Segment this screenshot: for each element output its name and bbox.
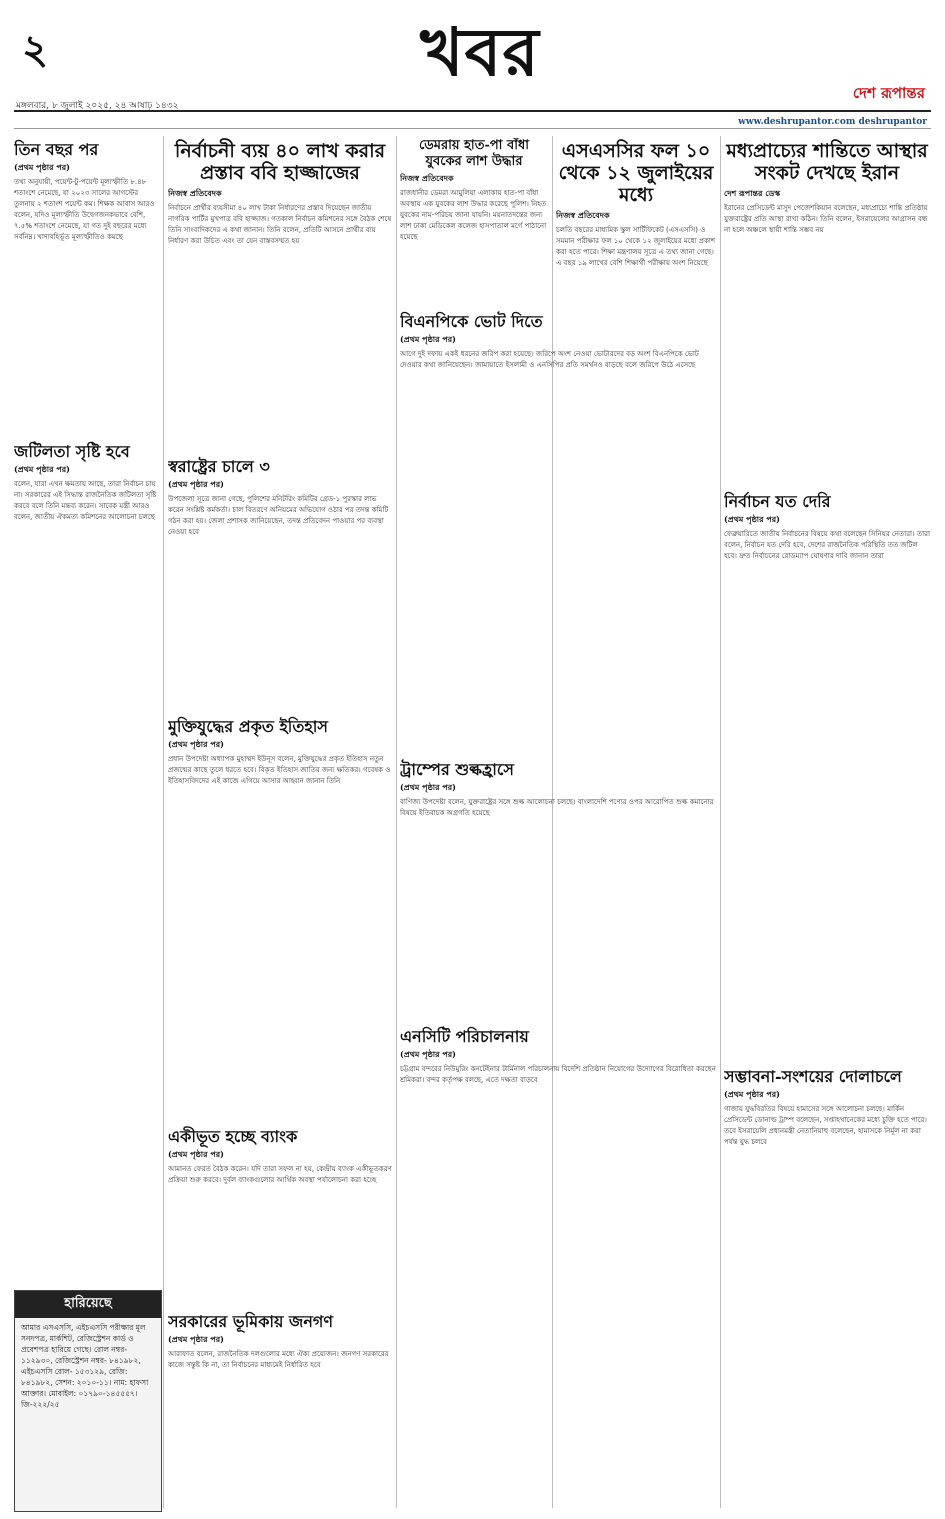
story-headline: একীভূত হচ্ছে ব্যাংক [168, 1127, 298, 1146]
story-kicker: (প্রথম পৃষ্ঠার পর) [168, 1149, 224, 1159]
story-headline: ট্রাম্পের শুল্কহ্রাসে [400, 760, 514, 779]
story-byline: নিজস্ব প্রতিবেদক [400, 173, 454, 183]
story-jotilota [14, 440, 160, 1280]
masthead [0, 0, 945, 102]
story-body: নির্বাচনে প্রার্থীর ব্যয়সীমা ৪০ লাখ টাকা নির্ধারণের প্রস্তাব দিয়েছেন জাতীয় নাগরিক পার্টির মুখপাত্র ববি হাজ্জাজ। গতকাল নির্বাচন কমিশনের সঙ্গে বৈঠক শেষে তিনি সাংবাদিকদের এ কথা জানান। তিনি বলেন, প্রতিটি আসনে প্রার্থীর ব্যয় নির্ধারণ করা উচিত এবং তা যেন বাস্তবসম্মত হয় [168, 204, 392, 245]
story-bnp-vote [400, 310, 716, 750]
story-trump-shulko [400, 758, 716, 1018]
story-body: চলতি বছরের মাধ্যমিক স্কুল সার্টিফিকেট (এসএসসি) ও সমমান পরীক্ষার ফল ১০ থেকে ১২ জুলাইয়ের মধ্যে প্রকাশ করা হতে পারে। শিক্ষা মন্ত্রণালয় সূত্রে এ তথ্য জানা গেছে। এ বছর ১৯ লাখের বেশি শিক্ষার্থী পরীক্ষায় অংশ নিয়েছে [556, 226, 716, 267]
story-kicker: (প্রথম পৃষ্ঠার পর) [724, 514, 780, 524]
story-body: বলেন, যারা এখন ক্ষমতায় আছে, তারা নির্বাচন চায় না। সরকারের এই সিদ্ধান্ত রাজনৈতিক জটিলতা সৃষ্টি করবে বলে তিনি মন্তব্য করেন। সাবেক মন্ত্রী আরও বলেন, জাতীয় ঐকমত্য কমিশনের আলোচনা চলছে [14, 480, 157, 521]
story-kicker: (প্রথম পৃষ্ঠার পর) [400, 782, 456, 792]
story-headline: এনসিটি পরিচালনায় [400, 1027, 529, 1046]
story-headline: বিএনপিকে ভোট দিতে [400, 312, 543, 331]
story-headline: তিন বছর পর [14, 140, 99, 159]
story-body: বাণিজ্য উপদেষ্টা বলেন, যুক্তরাষ্ট্রের সঙ্গে শুল্ক আলোচনা চলছে। বাংলাদেশি পণ্যের ওপর আরোপিত শুল্ক কমানোর বিষয়ে ইতিবাচক অগ্রগতি হয়েছে [400, 798, 714, 817]
story-headline: নির্বাচন যত দেরি [724, 492, 831, 511]
story-nct [400, 1025, 716, 1510]
story-body: রাজধানীর ডেমরা আমুলিয়া এলাকায় হাত-পা বাঁধা অবস্থায় এক যুবকের লাশ উদ্ধার করেছে পুলিশ। নিহত যুবকের নাম-পরিচয় জানা যায়নি। ময়নাতদন্তের জন্য লাশ ঢাকা মেডিকেল কলেজ হাসপাতাল মর্গে পাঠানো হয়েছে [400, 189, 547, 241]
story-ekibhuto-bank [168, 1125, 392, 1305]
story-body: তথ্য অনুযায়ী, পয়েন্ট-টু-পয়েন্ট মূল্যস্ফীতি ৮.৪৮ শতাংশে নেমেছে, যা ২০২৩ সালের আগস্টের তুলনায় ২ শতাংশ পয়েন্ট কম। শিক্ষক আবাস আরও বলেন, যদিও মূল্যস্ফীতি উদ্বেগজনকভাবে বেশি, ৭.৫% শতাংশে নেমেছে, যা গত দুই বছরের মধ্যে সর্বনিম্ন। খাদ্যবহির্ভূত মূল্যস্ফীতিও কমছে [14, 178, 155, 241]
story-body: আগে দুই দফায় একই ধরনের জরিপ করা হয়েছে। জরিপে অংশ নেওয়া ভোটারদের বড় অংশ বিএনপিকে ভোট দেওয়ার কথা জানিয়েছেন। জামায়াতে ইসলামী ও এনসিপির প্রতি সমর্থনও বাড়ছে বলে জরিপে উঠে এসেছে [400, 350, 699, 369]
story-body: গাজায় যুদ্ধবিরতির বিষয়ে হামাসের সঙ্গে আলোচনা চলছে। মার্কিন প্রেসিডেন্ট ডোনাল্ড ট্রাম্প বলেছেন, সপ্তাহখানেকের মধ্যে চুক্তি হতে পারে। তবে ইসরায়েলি প্রধানমন্ত্রী নেতানিয়াহু বলেছেন, হামাসকে নির্মূল না করা পর্যন্ত যুদ্ধ চলবে [724, 1105, 927, 1146]
story-headline: নির্বাচনী ব্যয় ৪০ লাখ করার প্রস্তাব ববি হাজ্জাজের [174, 140, 386, 184]
story-headline: সরকারের ভূমিকায় জনগণ [168, 1312, 334, 1331]
dateline: মঙ্গলবার, ৮ জুলাই ২০২৫, ২৪ আষাঢ় ১৪৩২ [16, 101, 179, 111]
story-headline: সম্ভাবনা-সংশয়ের দোলাচলে [724, 1067, 902, 1086]
story-kicker: (প্রথম পৃষ্ঠার পর) [400, 1049, 456, 1059]
story-kicker: (প্রথম পৃষ্ঠার পর) [724, 1089, 780, 1099]
masthead-rule [14, 110, 931, 112]
page-number: ২ [22, 26, 49, 73]
story-body: আরাফাত বলেন, রাজনৈতিক দলগুলোর মধ্যে ঐক্য প্রয়োজন। জনগণ সরকারের কাজে সন্তুষ্ট কি না, তা নির্বাচনের মাধ্যমেই নির্ধারিত হবে [168, 1350, 389, 1369]
story-byline: নিজস্ব প্রতিবেদক [168, 188, 222, 198]
story-modhyoprachya [724, 138, 930, 488]
story-kicker: (প্রথম পৃষ্ঠার পর) [14, 464, 70, 474]
story-headline: মধ্যপ্রাচ্যের শান্তিতে আস্থার সংকট দেখছে ইরান [726, 140, 928, 184]
story-byline: দেশ রূপান্তর ডেস্ক [724, 188, 781, 198]
classified-body: আমার এসএসসি, এইচএসসি পরীক্ষার মূল সনদপত্র, মার্কশিট, রেজিস্ট্রেশন কার্ড ও প্রবেশপত্র হারিয়ে গেছে। রোল নম্বর- ১১২৯৩০, রেজিস্ট্রেশন নম্বর- ৮৪১৯৮২, এইচএসসি রোল- ১৫৩১২৯, রেজি: ৮৪১৯৮২, সেশন: ২০১০-১১। নাম: হাফসা আক্তার। মোবাইল: ০১৭৯০-১৪৫৫৫৭। জি-২২২/২৫ [21, 1323, 149, 1409]
story-body: প্রধান উপদেষ্টা অধ্যাপক মুহাম্মদ ইউনূস বলেন, মুক্তিযুদ্ধের প্রকৃত ইতিহাস নতুন প্রজন্মের কাছে তুলে ধরতে হবে। বিকৃত ইতিহাস জাতির জন্য ক্ষতিকর। গবেষক ও ইতিহাসবিদদের এই কাজে এগিয়ে আসার আহ্বান জানান তিনি [168, 755, 391, 785]
story-tin-bochor [14, 138, 160, 438]
story-body: ইরানের প্রেসিডেন্ট মাসুদ পেজেশকিয়ান বলেছেন, মধ্যপ্রাচ্যে শান্তি প্রতিষ্ঠায় যুক্তরাষ্ট্রের প্রতি আস্থা রাখা কঠিন। তিনি বলেন, ইসরায়েলের আগ্রাসন বন্ধ না হলে অঞ্চলে স্থায়ী শান্তি সম্ভব নয় [724, 204, 928, 234]
classified-title: হারিয়েছে [15, 1291, 161, 1318]
story-headline: স্বরাষ্ট্রের চালে ৩ [168, 457, 270, 476]
column-divider [163, 136, 164, 1508]
story-kicker: (প্রথম পৃষ্ঠার পর) [14, 162, 70, 172]
website-link[interactable]: www.deshrupantor.com deshrupantor [738, 117, 927, 127]
story-swarashtrer-chale [168, 455, 392, 705]
column-divider [720, 136, 721, 1508]
story-body: ফেব্রুয়ারিতে জাতীয় নির্বাচনের বিষয়ে কথা বলেছেন সিনিয়র নেতারা। তারা বলেন, নির্বাচন যত দেরি হবে, দেশের রাজনৈতিক পরিস্থিতি তত জটিল হবে। দ্রুত নির্বাচনের রোডম্যাপ ঘোষণার দাবি জানান তারা [724, 530, 930, 560]
story-nirbachon-joto-deri [724, 490, 930, 1060]
story-sarkarer-bhumika [168, 1310, 392, 1510]
classified-lost-notice [14, 1290, 162, 1512]
section-title: খবর [420, 13, 540, 91]
story-headline: জটিলতা সৃষ্টি হবে [14, 442, 130, 461]
newspaper-logo: দেশ রূপান্তর [852, 84, 925, 102]
story-headline: ডেমরায় হাত-পা বাঁধা যুবকের লাশ উদ্ধার [418, 138, 530, 169]
story-byline: নিজস্ব প্রতিবেদক [556, 210, 610, 220]
story-nirbachoni-bay [168, 138, 392, 448]
column-divider [396, 136, 397, 1508]
story-sambhabona [724, 1065, 930, 1510]
story-muktijuddho [168, 715, 392, 1115]
story-kicker: (প্রথম পৃষ্ঠার পর) [400, 334, 456, 344]
masthead-rule-thin [14, 128, 931, 129]
story-body: চট্টগ্রাম বন্দরের নিউমুরিং কনটেইনার টার্মিনাল পরিচালনায় বিদেশি প্রতিষ্ঠান নিয়োগের উদ্যোগের বিরোধিতা করছেন শ্রমিকরা। বন্দর কর্তৃপক্ষ বলছে, এতে দক্ষতা বাড়বে [400, 1065, 716, 1084]
story-kicker: (প্রথম পৃষ্ঠার পর) [168, 739, 224, 749]
story-body: উপজেলা সূত্রে জানা গেছে, পুলিশের মনিটরিং কমিটির গ্রেড-১ পুরস্কার লাভ করেন সংশ্লিষ্ট কর্মকর্তা। চাল বিতরণে অনিয়মের অভিযোগ ওঠার পর তদন্ত কমিটি গঠন করা হয়। জেলা প্রশাসক জানিয়েছেন, তদন্ত প্রতিবেদন পাওয়ার পর ব্যবস্থা নেওয়া হবে [168, 495, 389, 536]
story-headline: এসএসসির ফল ১০ থেকে ১২ জুলাইয়ের মধ্যে [558, 140, 714, 206]
story-headline: মুক্তিযুদ্ধের প্রকৃত ইতিহাস [168, 717, 328, 736]
story-body: আমানত ফেরত বৈঠক করেন। যদি তারা সফল না হয়, কেন্দ্রীয় ব্যাংক একীভূতকরণ প্রক্রিয়া শুরু করবে। দুর্বল ব্যাংকগুলোর আর্থিক অবস্থা পর্যালোচনা করা হচ্ছে [168, 1165, 392, 1184]
story-kicker: (প্রথম পৃষ্ঠার পর) [168, 479, 224, 489]
story-kicker: (প্রথম পৃষ্ঠার পর) [168, 1334, 224, 1344]
